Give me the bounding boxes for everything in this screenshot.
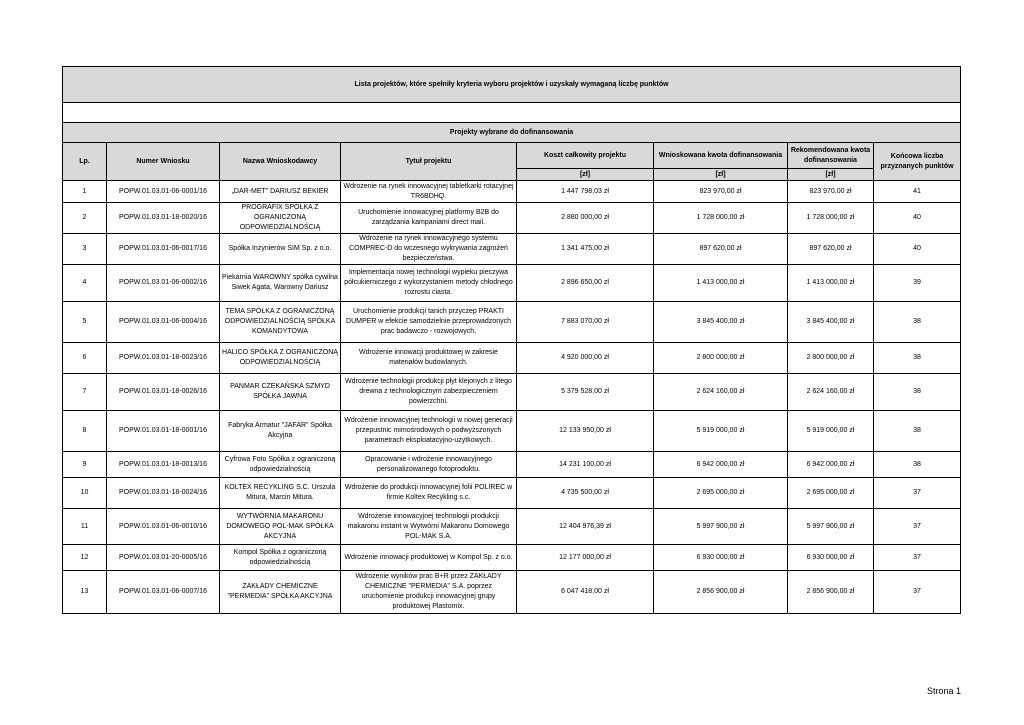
cell-nazwa: Fabryka Armatur "JAFAR" Spółka Akcyjna: [220, 411, 341, 452]
cell-wnioskowana: 6 930 000,00 zł: [654, 545, 788, 571]
cell-punkty: 37: [874, 545, 961, 571]
cell-rekomendowana: 5 997 900,00 zł: [788, 509, 874, 545]
cell-wnioskowana: 823 970,00 zł: [654, 181, 788, 203]
cell-numer: POPW.01.03.01-06-0004/16: [107, 302, 220, 343]
header-koszt: Koszt całkowity projektu: [517, 143, 654, 169]
cell-punkty: 38: [874, 374, 961, 411]
cell-lp: 5: [63, 302, 107, 343]
table-row: [63, 203, 961, 234]
cell-tytul: Uruchomienie innowacyjnej platformy B2B do zarządzania kampaniami direct mail.: [341, 203, 517, 234]
cell-tytul: Wdrożenie na rynek innowacyjnej tabletkarki rotacyjnej TR6BDHQ.: [341, 181, 517, 203]
cell-nazwa: TEMA SPÓŁKA Z OGRANICZONĄ ODPOWIEDZIALNOŚCIĄ SPÓŁKA KOMANDYTOWA: [220, 302, 341, 343]
cell-numer: POPW.01.03.01-18-0024/16: [107, 478, 220, 509]
cell-punkty: 38: [874, 343, 961, 374]
cell-lp: 11: [63, 509, 107, 545]
cell-wnioskowana: 1 413 000,00 zł: [654, 265, 788, 302]
table-row: [63, 509, 961, 545]
cell-lp: 12: [63, 545, 107, 571]
table-body: [63, 181, 961, 614]
header-unit-koszt: [zł]: [517, 169, 654, 181]
cell-wnioskowana: 2 800 000,00 zł: [654, 343, 788, 374]
table-row: [63, 411, 961, 452]
cell-tytul: Wdrożenie wyników prac B+R przez ZAKŁADY CHEMICZNE "PERMEDIA" S.A. poprzez uruchomienie produkcji innowacyjnej grupy produktowej Plastomix.: [341, 571, 517, 614]
cell-rekomendowana: 1 413 000,00 zł: [788, 265, 874, 302]
header-punkty: Końcowa liczba przyznanych punktów: [874, 143, 961, 181]
cell-rekomendowana: 897 620,00 zł: [788, 234, 874, 265]
cell-tytul: Wdrożenie innowacji produktowej w zakresie materiałów budowlanych.: [341, 343, 517, 374]
table-row: [63, 302, 961, 343]
cell-koszt: 12 177 000,00 zł: [517, 545, 654, 571]
cell-lp: 10: [63, 478, 107, 509]
cell-lp: 13: [63, 571, 107, 614]
cell-nazwa: KOLTEX RECYKLING S.C. Urszula Mitura, Marcin Mitura.: [220, 478, 341, 509]
cell-rekomendowana: 1 728 000,00 zł: [788, 203, 874, 234]
cell-koszt: 12 133 950,00 zł: [517, 411, 654, 452]
table-row: [63, 181, 961, 203]
cell-koszt: 7 883 070,00 zł: [517, 302, 654, 343]
cell-lp: 3: [63, 234, 107, 265]
section-title: Projekty wybrane do dofinansowania: [63, 123, 961, 143]
cell-rekomendowana: 2 624 160,00 zł: [788, 374, 874, 411]
header-unit-rekomendowana: [zł]: [788, 169, 874, 181]
document-title: Lista projektów, które spełniły kryteria wyboru projektów i uzyskały wymaganą liczbę punktów: [63, 67, 961, 103]
cell-rekomendowana: 5 919 000,00 zł: [788, 411, 874, 452]
cell-lp: 4: [63, 265, 107, 302]
cell-punkty: 37: [874, 509, 961, 545]
cell-punkty: 41: [874, 181, 961, 203]
cell-tytul: Wdrożenie na rynek innowacyjnego systemu COMPREC-D do wczesnego wykrywania zagrożeń bezpieczeństwa.: [341, 234, 517, 265]
cell-numer: POPW.01.03.01-18-0026/16: [107, 374, 220, 411]
cell-lp: 1: [63, 181, 107, 203]
cell-koszt: 4 735 500,00 zł: [517, 478, 654, 509]
cell-tytul: Wdrożenie innowacyjnej technologii w nowej generacji przepustnic mimośrodowych o podwyższonych parametrach eksploatacyjno-użytkowych.: [341, 411, 517, 452]
cell-numer: POPW.01.03.01-18-0013/16: [107, 452, 220, 478]
header-wnioskowana: Wnioskowana kwota dofinansowania: [654, 143, 788, 169]
cell-lp: 2: [63, 203, 107, 234]
cell-nazwa: PROGRAFIX SPÓŁKA Z OGRANICZONĄ ODPOWIEDZIALNOŚCIĄ: [220, 203, 341, 234]
cell-tytul: Implementacja nowej technologii wypieku pieczywa półcukierniczego z wykorzystaniem metody chłodnego rozrostu ciasta.: [341, 265, 517, 302]
projects-table: [62, 66, 961, 614]
cell-wnioskowana: 3 845 400,00 zł: [654, 302, 788, 343]
header-tytul: Tytuł projektu: [341, 143, 517, 181]
page-number: Strona 1: [926, 686, 961, 696]
header-numer: Numer Wniosku: [107, 143, 220, 181]
cell-wnioskowana: 5 919 000,00 zł: [654, 411, 788, 452]
cell-numer: POPW.01.03.01-06-0010/16: [107, 509, 220, 545]
cell-koszt: 6 047 418,00 zł: [517, 571, 654, 614]
cell-lp: 9: [63, 452, 107, 478]
cell-tytul: Wdrożenie innowacji produktowej w Kompol Sp. z o.o.: [341, 545, 517, 571]
cell-nazwa: Cyfrowa Foto Spółka z ograniczoną odpowiedzialnością: [220, 452, 341, 478]
cell-koszt: 12 404 976,39 zł: [517, 509, 654, 545]
cell-punkty: 40: [874, 234, 961, 265]
cell-numer: POPW.01.03.01-20-0005/16: [107, 545, 220, 571]
cell-wnioskowana: 2 856 900,00 zł: [654, 571, 788, 614]
cell-tytul: Wdrożenie technologii produkcji płyt klejonych z litego drewna z technologicznym zabezpieczeniem powierzchni.: [341, 374, 517, 411]
cell-nazwa: PANMAR CZEKAŃSKA SZMYD SPÓŁKA JAWNA: [220, 374, 341, 411]
table-row: [63, 343, 961, 374]
header-rekomendowana: Rekomendowana kwota dofinansowania: [788, 143, 874, 169]
cell-koszt: 2 896 650,00 zł: [517, 265, 654, 302]
cell-nazwa: Piekarnia WAROWNY spółka cywilna Siwek Agata, Warowny Dariusz: [220, 265, 341, 302]
cell-lp: 6: [63, 343, 107, 374]
cell-tytul: Wdrożenie do produkcji innowacyjnej folii POLIREC w firmie Koltex Recykling s.c.: [341, 478, 517, 509]
cell-wnioskowana: 2 695 000,00 zł: [654, 478, 788, 509]
cell-tytul: Opracowanie i wdrożenie innowacyjnego personalizowanego fotoproduktu.: [341, 452, 517, 478]
cell-punkty: 38: [874, 452, 961, 478]
table-row: [63, 265, 961, 302]
cell-numer: POPW.01.03.01-06-0017/16: [107, 234, 220, 265]
cell-numer: POPW.01.03.01-06-0002/16: [107, 265, 220, 302]
cell-rekomendowana: 2 695 000,00 zł: [788, 478, 874, 509]
table-row: [63, 478, 961, 509]
cell-koszt: 2 880 000,00 zł: [517, 203, 654, 234]
cell-tytul: Wdrożenie innowacyjnej technologii produkcji makaronu instant w Wytwórni Makaronu Domowego POL-MAK S.A.: [341, 509, 517, 545]
table-row: [63, 545, 961, 571]
header-lp: Lp.: [63, 143, 107, 181]
cell-koszt: 14 231 100,00 zł: [517, 452, 654, 478]
cell-koszt: 1 447 798,03 zł: [517, 181, 654, 203]
table-row: [63, 374, 961, 411]
cell-wnioskowana: 1 728 000,00 zł: [654, 203, 788, 234]
cell-nazwa: Spółka Inżynierów SIM Sp. z o.o.: [220, 234, 341, 265]
cell-nazwa: Kompol Spółka z ograniczoną odpowiedzialnością: [220, 545, 341, 571]
blank-row: [63, 103, 961, 123]
cell-koszt: 4 920 000,00 zł: [517, 343, 654, 374]
cell-tytul: Uruchomienie produkcji tanich przyczep PRAKTI DUMPER w efekcie samodzielnie przeprowadzonych prac badawczo - rozwojowych.: [341, 302, 517, 343]
cell-rekomendowana: 2 856 900,00 zł: [788, 571, 874, 614]
cell-numer: POPW.01.03.01-18-0001/16: [107, 411, 220, 452]
cell-numer: POPW.01.03.01-18-0020/16: [107, 203, 220, 234]
cell-rekomendowana: 6 930 000,00 zł: [788, 545, 874, 571]
cell-koszt: 5 379 528,00 zł: [517, 374, 654, 411]
cell-numer: POPW.01.03.01-06-0001/16: [107, 181, 220, 203]
cell-koszt: 1 341 475,00 zł: [517, 234, 654, 265]
cell-numer: POPW.01.03.01-18-0023/16: [107, 343, 220, 374]
cell-nazwa: HALICO SPÓŁKA Z OGRANICZONĄ ODPOWIEDZIALNOŚCIĄ: [220, 343, 341, 374]
header-unit-wnioskowana: [zł]: [654, 169, 788, 181]
cell-nazwa: „DAR-MET” DARIUSZ BEKIER: [220, 181, 341, 203]
table-row: [63, 234, 961, 265]
table-row: [63, 571, 961, 614]
cell-nazwa: WYTWÓRNIA MAKARONU DOMOWEGO POL-MAK SPÓŁKA AKCYJNA: [220, 509, 341, 545]
cell-rekomendowana: 6 942 000,00 zł: [788, 452, 874, 478]
cell-numer: POPW.01.03.01-06-0007/16: [107, 571, 220, 614]
cell-rekomendowana: 2 800 000,00 zł: [788, 343, 874, 374]
cell-punkty: 37: [874, 478, 961, 509]
cell-punkty: 40: [874, 203, 961, 234]
cell-punkty: 38: [874, 302, 961, 343]
cell-rekomendowana: 823 970,00 zł: [788, 181, 874, 203]
cell-punkty: 37: [874, 571, 961, 614]
cell-wnioskowana: 2 624 160,00 zł: [654, 374, 788, 411]
cell-nazwa: ZAKŁADY CHEMICZNE "PERMEDIA" SPÓŁKA AKCYJNA: [220, 571, 341, 614]
cell-wnioskowana: 6 942 000,00 zł: [654, 452, 788, 478]
cell-lp: 7: [63, 374, 107, 411]
cell-wnioskowana: 5 997 900,00 zł: [654, 509, 788, 545]
header-nazwa: Nazwa Wnioskodawcy: [220, 143, 341, 181]
cell-rekomendowana: 3 845 400,00 zł: [788, 302, 874, 343]
table-row: [63, 452, 961, 478]
cell-punkty: 39: [874, 265, 961, 302]
cell-wnioskowana: 897 620,00 zł: [654, 234, 788, 265]
cell-punkty: 38: [874, 411, 961, 452]
cell-lp: 8: [63, 411, 107, 452]
